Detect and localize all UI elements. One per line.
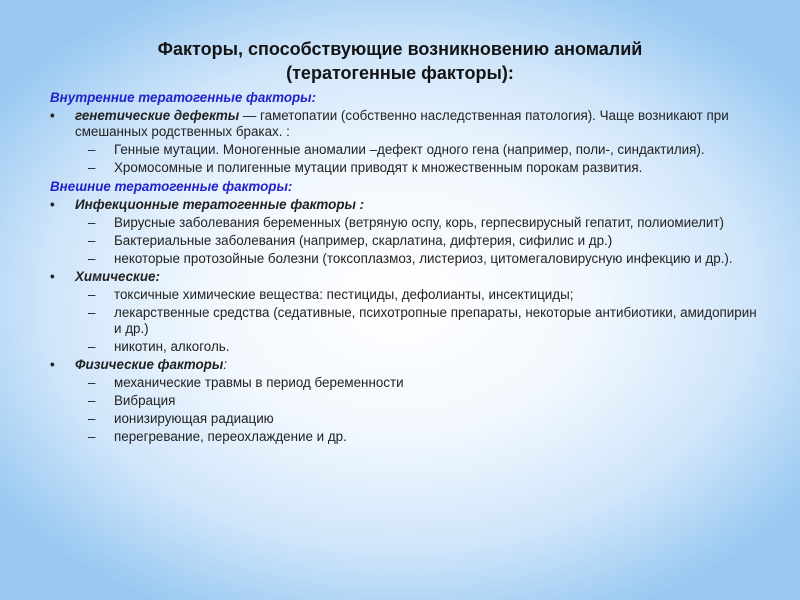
list-item [50,233,760,249]
bullet: • [50,269,55,284]
bacterial-diseases-text: Бактериальные заболевания (например, скарлатина, дифтерия, сифилис и др.) [114,233,613,248]
chromosome-mutations-text: Хромосомные и полигенные мутации приводят к множественным порокам развития. [114,160,643,175]
genetic-defects-lead: генетические дефекты [75,108,240,123]
dash: – [88,142,96,157]
dash: – [88,287,96,302]
dash: – [88,429,96,444]
nicotine-alcohol-text: никотин, алкоголь. [114,339,230,354]
list-item [50,339,760,355]
infectious-factors-lead: Инфекционные тератогенные факторы : [75,197,365,212]
mechanical-trauma-text: механические травмы в период беременности [114,375,404,390]
dash: – [88,375,96,390]
genetic-defects-item [50,108,760,140]
medications-text: лекарственные средства (седативные, психотропные препараты, некоторые антибиотики, амидопирин и др.) [114,305,757,336]
slide-content [50,90,760,447]
dash: – [88,393,96,408]
dash: – [88,305,96,320]
vibration-text: Вибрация [114,393,176,408]
chemical-factors-item [50,269,760,285]
dash: – [88,233,96,248]
list-item [50,287,760,303]
physical-factors-colon: : [223,357,227,372]
physical-factors-item [50,357,760,373]
list-item [50,160,760,176]
viral-diseases-text: Вирусные заболевания беременных (ветряную оспу, корь, герпесвирусный гепатит, полиомиелит) [114,215,724,230]
list-item [50,142,760,158]
gene-mutations-text: Генные мутации. Моногенные аномалии –дефект одного гена (например, поли-, синдактилия). [114,142,705,157]
bullet: • [50,197,55,212]
list-item [50,429,760,445]
list-item [50,215,760,231]
list-item [50,251,760,267]
internal-factors-heading: Внутренние тератогенные факторы: [50,90,317,105]
dash: – [88,411,96,426]
dash: – [88,160,96,175]
bullet: • [50,108,55,123]
external-factors-heading: Внешние тератогенные факторы: [50,179,293,194]
bullet: • [50,357,55,372]
dash: – [88,339,96,354]
chemical-factors-lead: Химические: [75,269,160,284]
list-item [50,305,760,337]
infectious-factors-item [50,197,760,213]
title-line-2: (тератогенные факторы): [286,63,514,83]
dash: – [88,251,96,266]
physical-factors-lead: Физические факторы [75,357,224,372]
list-item [50,375,760,391]
radiation-text: ионизирующая радиацию [114,411,274,426]
slide-title [60,37,740,85]
protozoal-diseases-text: некоторые протозойные болезни (токсоплазмоз, листериоз, цитомегаловирусную инфекцию и др.). [114,251,733,266]
list-item [50,393,760,409]
overheating-text: перегревание, переохлаждение и др. [114,429,347,444]
list-item [50,411,760,427]
genetic-defects-text: — гаметопатии (собственно наследственная патология). Чаще возникают при смешанных родственных браках. : [75,108,729,139]
toxic-chemicals-text: токсичные химические вещества: пестициды, дефолианты, инсектициды; [114,287,574,302]
dash: – [88,215,96,230]
title-line-1: Факторы, способствующие возникновению аномалий [157,39,643,59]
